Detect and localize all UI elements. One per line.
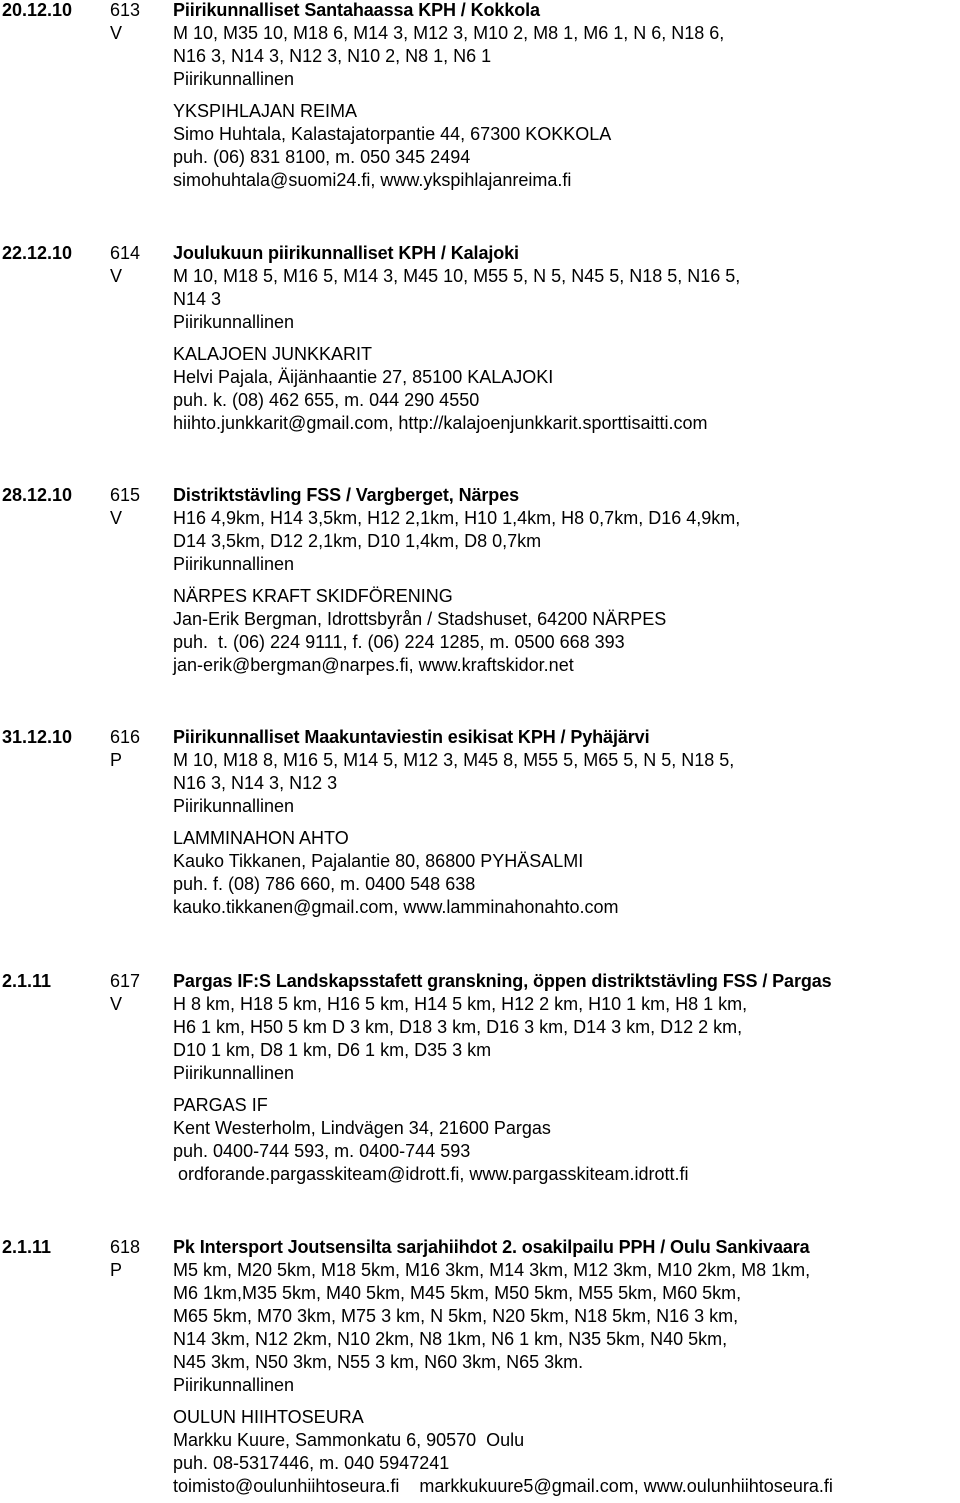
event-series-line: N45 3km, N50 3km, N55 3 km, N60 3km, N65 3km. xyxy=(173,1352,584,1372)
event-class-code: V xyxy=(110,508,123,528)
event-organizer: KALAJOEN JUNKKARIT xyxy=(173,344,373,364)
contact-line: kauko.tikkanen@gmail.com, www.lamminahonahto.com xyxy=(173,897,619,917)
event-series-line: M5 km, M20 5km, M18 5km, M16 3km, M14 3km, M12 3km, M10 2km, M8 1km, xyxy=(173,1260,811,1280)
event-details xyxy=(173,970,960,1186)
event-details xyxy=(173,0,960,192)
event-date: 28.12.10 xyxy=(2,485,73,505)
contact-line: puh. f. (08) 786 660, m. 0400 548 638 xyxy=(173,874,476,894)
event-details xyxy=(173,726,960,919)
contact-line: Kent Westerholm, Lindvägen 34, 21600 Pargas xyxy=(173,1118,551,1138)
event-title: Distriktstävling FSS / Vargberget, Närpes xyxy=(173,485,520,505)
event-level: Piirikunnallinen xyxy=(173,69,295,89)
contact-line: simohuhtala@suomi24.fi, www.ykspihlajanreima.fi xyxy=(173,170,572,190)
event-series-line: D10 1 km, D8 1 km, D6 1 km, D35 3 km xyxy=(173,1040,492,1060)
contact-line: Kauko Tikkanen, Pajalantie 80, 86800 PYHÄSALMI xyxy=(173,851,584,871)
event-number: 617 xyxy=(110,971,141,991)
contact-line: puh. t. (06) 224 9111, f. (06) 224 1285, m. 0500 668 393 xyxy=(173,632,625,652)
contact-line: Markku Kuure, Sammonkatu 6, 90570 Oulu xyxy=(173,1430,525,1450)
event-level: Piirikunnallinen xyxy=(173,1375,295,1395)
event-date: 22.12.10 xyxy=(2,243,73,263)
event-title: Piirikunnalliset Santahaassa KPH / Kokkola xyxy=(173,0,540,20)
event-details xyxy=(173,484,960,677)
event-class-code: P xyxy=(110,1260,123,1280)
event-date: 31.12.10 xyxy=(2,727,73,747)
event-date: 20.12.10 xyxy=(2,0,73,20)
event-series-line: M 10, M18 8, M16 5, M14 5, M12 3, M45 8, M55 5, M65 5, N 5, N18 5, xyxy=(173,750,735,770)
event-class-code: V xyxy=(110,266,123,286)
event-level: Piirikunnallinen xyxy=(173,1063,295,1083)
event-series-line: M 10, M35 10, M18 6, M14 3, M12 3, M10 2, M8 1, M6 1, N 6, N18 6, xyxy=(173,23,725,43)
event-series-line: M 10, M18 5, M16 5, M14 3, M45 10, M55 5, N 5, N45 5, N18 5, N16 5, xyxy=(173,266,741,286)
event-level: Piirikunnallinen xyxy=(173,312,295,332)
event-series-line: D14 3,5km, D12 2,1km, D10 1,4km, D8 0,7km xyxy=(173,531,542,551)
contact-line: puh. (06) 831 8100, m. 050 345 2494 xyxy=(173,147,471,167)
event-organizer: NÄRPES KRAFT SKIDFÖRENING xyxy=(173,586,453,606)
event-level: Piirikunnallinen xyxy=(173,796,295,816)
contact-line: Jan-Erik Bergman, Idrottsbyrån / Stadshuset, 64200 NÄRPES xyxy=(173,609,667,629)
event-date: 2.1.11 xyxy=(2,1237,52,1257)
event-series-line: H16 4,9km, H14 3,5km, H12 2,1km, H10 1,4km, H8 0,7km, D16 4,9km, xyxy=(173,508,741,528)
contact-line: Helvi Pajala, Äijänhaantie 27, 85100 KALAJOKI xyxy=(173,367,554,387)
event-organizer: OULUN HIIHTOSEURA xyxy=(173,1407,364,1427)
event-series-line: M6 1km,M35 5km, M40 5km, M45 5km, M50 5km, M55 5km, M60 5km, xyxy=(173,1283,742,1303)
event-number: 616 xyxy=(110,727,141,747)
contact-line: puh. 0400-744 593, m. 0400-744 593 xyxy=(173,1141,471,1161)
event-class-code: V xyxy=(110,23,123,43)
event-series-line: N16 3, N14 3, N12 3 xyxy=(173,773,338,793)
event-organizer: YKSPIHLAJAN REIMA xyxy=(173,101,358,121)
event-organizer: LAMMINAHON AHTO xyxy=(173,828,349,848)
event-details xyxy=(173,1236,960,1498)
event-organizer: PARGAS IF xyxy=(173,1095,268,1115)
contact-line: puh. k. (08) 462 655, m. 044 290 4550 xyxy=(173,390,480,410)
event-level: Piirikunnallinen xyxy=(173,554,295,574)
contact-line: jan-erik@bergman@narpes.fi, www.kraftskidor.net xyxy=(173,655,574,675)
event-class-code: P xyxy=(110,750,123,770)
event-class-code: V xyxy=(110,994,123,1014)
event-series-line: N14 3 xyxy=(173,289,222,309)
contact-line: toimisto@oulunhiihtoseura.fi markkukuure5@gmail.com, www.oulunhiihtoseura.fi xyxy=(173,1476,833,1496)
event-title: Joulukuun piirikunnalliset KPH / Kalajoki xyxy=(173,243,519,263)
event-number: 614 xyxy=(110,243,141,263)
event-series-line: H6 1 km, H50 5 km D 3 km, D18 3 km, D16 3 km, D14 3 km, D12 2 km, xyxy=(173,1017,743,1037)
contact-line: Simo Huhtala, Kalastajatorpantie 44, 67300 KOKKOLA xyxy=(173,124,612,144)
event-number: 613 xyxy=(110,0,141,20)
event-title: Piirikunnalliset Maakuntaviestin esikisat KPH / Pyhäjärvi xyxy=(173,727,650,747)
event-title: Pargas IF:S Landskapsstafett granskning, öppen distriktstävling FSS / Pargas xyxy=(173,971,832,991)
event-number: 618 xyxy=(110,1237,141,1257)
event-series-line: N14 3km, N12 2km, N10 2km, N8 1km, N6 1 km, N35 5km, N40 5km, xyxy=(173,1329,728,1349)
contact-line: hiihto.junkkarit@gmail.com, http://kalajoenjunkkarit.sporttisaitti.com xyxy=(173,413,708,433)
event-series-line: H 8 km, H18 5 km, H16 5 km, H14 5 km, H12 2 km, H10 1 km, H8 1 km, xyxy=(173,994,748,1014)
event-details xyxy=(173,242,960,435)
event-title: Pk Intersport Joutsensilta sarjahiihdot 2. osakilpailu PPH / Oulu Sankivaara xyxy=(173,1237,810,1257)
contact-line: puh. 08-5317446, m. 040 5947241 xyxy=(173,1453,450,1473)
event-number: 615 xyxy=(110,485,141,505)
event-series-line: N16 3, N14 3, N12 3, N10 2, N8 1, N6 1 xyxy=(173,46,492,66)
event-date: 2.1.11 xyxy=(2,971,52,991)
contact-line: ordforande.pargasskiteam@idrott.fi, www.pargasskiteam.idrott.fi xyxy=(173,1164,689,1184)
event-series-line: M65 5km, M70 3km, M75 3 km, N 5km, N20 5km, N18 5km, N16 3 km, xyxy=(173,1306,739,1326)
